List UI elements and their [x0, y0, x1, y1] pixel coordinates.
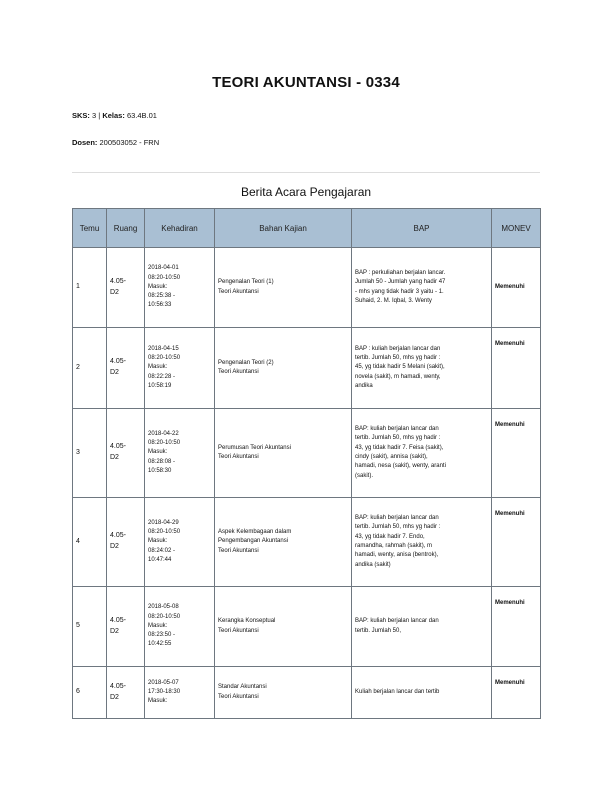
ruang-cell: 4.05- D2 — [107, 667, 145, 719]
kehadiran-cell: 2018-04-29 08:20-10:50 Masuk: 08:24:02 - 10:47:44 — [145, 498, 215, 587]
temu-cell: 4 — [73, 498, 107, 587]
column-header-monev: MONEV — [492, 209, 541, 248]
bap-cell: BAP: kuliah berjalan lancar dan tertib. Jumlah 50, mhs yg hadir : 43, yg tidak hadir 7. Feisa (sakit), cindy (sakit), annisa (sakit), hamadi, nesa (sakit), wenty, aranti (sakit). — [352, 409, 492, 498]
ruang-cell: 4.05- D2 — [107, 248, 145, 328]
temu-cell: 6 — [73, 667, 107, 719]
dosen-value: 200503052 - FRN — [99, 138, 160, 147]
monev-cell: Memenuhi — [492, 248, 541, 328]
bap-cell: BAP: kuliah berjalan lancar dan tertib. Jumlah 50, — [352, 587, 492, 667]
kehadiran-cell: 2018-04-15 08:20-10:50 Masuk: 08:22:28 - 10:58:19 — [145, 328, 215, 409]
sks-value: 3 — [92, 111, 97, 120]
course-title: TEORI AKUNTANSI - 0334 — [212, 74, 400, 91]
table-row — [73, 587, 541, 667]
dosen-label: Dosen: — [72, 138, 98, 147]
monev-cell: Memenuhi — [492, 498, 541, 587]
bahan-kajian-cell: Pengenalan Teori (2) Teori Akuntansi — [215, 328, 352, 409]
bahan-kajian-cell: Kerangka Konseptual Teori Akuntansi — [215, 587, 352, 667]
bap-cell: BAP : perkuliahan berjalan lancar. Jumlah 50 - Jumlah yang hadir 47 - mhs yang tidak hadir 3 yaitu - 1. Suhaid, 2. M. Iqbal, 3. Wenty — [352, 248, 492, 328]
temu-cell: 1 — [73, 248, 107, 328]
table-header-row — [73, 209, 541, 248]
section-title: Berita Acara Pengajaran — [240, 185, 372, 199]
bahan-kajian-cell: Aspek Kelembagaan dalam Pengembangan Akuntansi Teori Akuntansi — [215, 498, 352, 587]
bahan-kajian-cell: Perumusan Teori Akuntansi Teori Akuntansi — [215, 409, 352, 498]
bap-cell: Kuliah berjalan lancar dan tertib — [352, 667, 492, 719]
column-header-bahan-kajian: Bahan Kajian — [215, 209, 352, 248]
table-row — [73, 409, 541, 498]
kehadiran-cell: 2018-05-08 08:20-10:50 Masuk: 08:23:50 - 10:42:55 — [145, 587, 215, 667]
column-header-bap: BAP — [352, 209, 492, 248]
table-row — [73, 248, 541, 328]
monev-cell: Memenuhi — [492, 328, 541, 409]
bahan-kajian-cell: Pengenalan Teori (1) Teori Akuntansi — [215, 248, 352, 328]
ruang-cell: 4.05- D2 — [107, 498, 145, 587]
meta-separator: | — [98, 111, 101, 120]
column-header-ruang: Ruang — [107, 209, 145, 248]
attendance-table — [72, 208, 541, 719]
sks-label: SKS: — [72, 111, 90, 120]
ruang-cell: 4.05- D2 — [107, 587, 145, 667]
bap-cell: BAP : kuliah berjalan lancar dan tertib. Jumlah 50, mhs yg hadir : 45, yg tidak hadir 5 Melani (sakit), novela (sakit), m hamadi, wenty, andika — [352, 328, 492, 409]
column-header-temu: Temu — [73, 209, 107, 248]
kelas-value: 63.4B.01 — [126, 111, 157, 120]
kehadiran-cell: 2018-05-07 17:30-18:30 Masuk: — [145, 667, 215, 719]
temu-cell: 3 — [73, 409, 107, 498]
table-row — [73, 328, 541, 409]
divider — [72, 172, 540, 173]
table-row — [73, 498, 541, 587]
course-meta-sks-kelas — [72, 111, 157, 120]
temu-cell: 5 — [73, 587, 107, 667]
kelas-label: Kelas: — [102, 111, 125, 120]
kehadiran-cell: 2018-04-22 08:20-10:50 Masuk: 08:28:08 - 10:58:30 — [145, 409, 215, 498]
bap-cell: BAP: kuliah berjalan lancar dan tertib. Jumlah 50, mhs yg hadir : 43, yg tidak hadir 7. Endo, ramandha, rahmah (sakit), m hamadi, wenty, anisa (bentrok), andika (sakit) — [352, 498, 492, 587]
monev-cell: Memenuhi — [492, 409, 541, 498]
bahan-kajian-cell: Standar Akuntansi Teori Akuntansi — [215, 667, 352, 719]
course-meta-dosen — [72, 138, 159, 147]
column-header-kehadiran: Kehadiran — [145, 209, 215, 248]
ruang-cell: 4.05- D2 — [107, 328, 145, 409]
temu-cell: 2 — [73, 328, 107, 409]
kehadiran-cell: 2018-04-01 08:20-10:50 Masuk: 08:25:38 - 10:56:33 — [145, 248, 215, 328]
monev-cell: Memenuhi — [492, 667, 541, 719]
monev-cell: Memenuhi — [492, 587, 541, 667]
table-row — [73, 667, 541, 719]
ruang-cell: 4.05- D2 — [107, 409, 145, 498]
